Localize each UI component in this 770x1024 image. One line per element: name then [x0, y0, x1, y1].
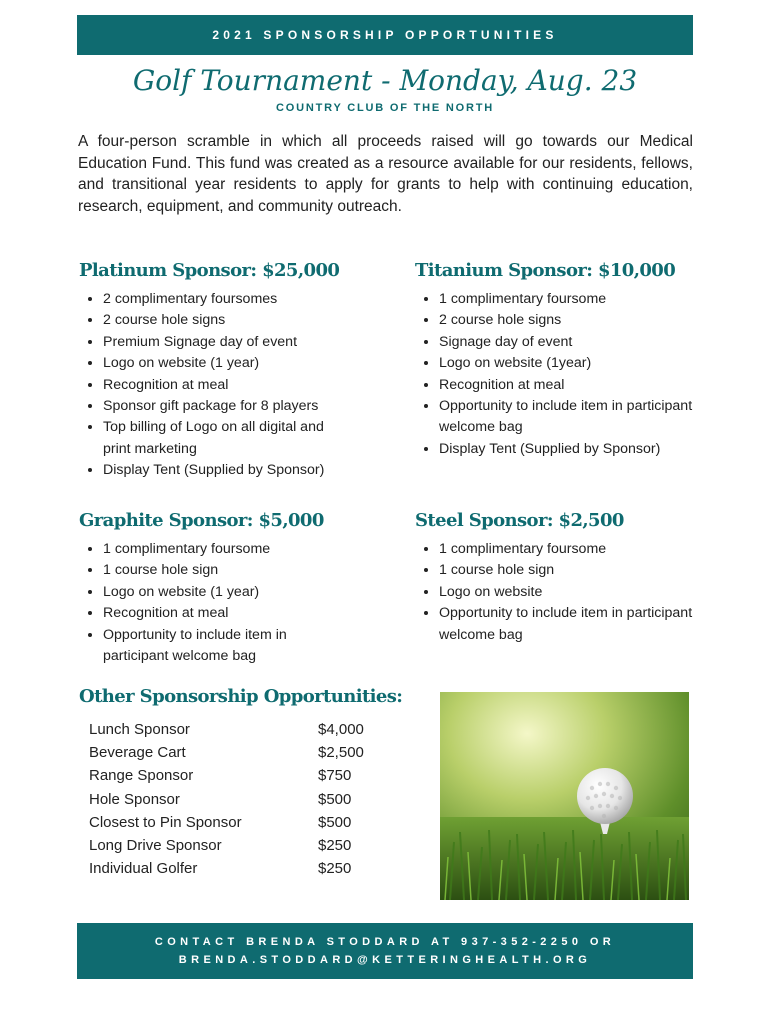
benefit-item: • Opportunity to include item in participant welcome bag [439, 603, 695, 646]
benefit-item: • 1 complimentary foursome [439, 289, 715, 310]
opportunity-row [89, 718, 398, 741]
benefit-item: • 2 course hole signs [439, 310, 715, 331]
benefit-item: • 1 course hole sign [439, 560, 695, 581]
benefit-item: • Logo on website [439, 582, 695, 603]
benefit-list [415, 289, 715, 460]
opportunity-name: Long Drive Sponsor [89, 836, 222, 854]
benefit-list [79, 539, 351, 667]
opportunity-row [89, 857, 398, 880]
benefit-item: • Logo on website (1 year) [103, 582, 351, 603]
opportunity-price: $4,000 [318, 721, 364, 738]
event-title: Golf Tournament - Monday, Aug. 23 [132, 64, 638, 97]
benefit-item: • Logo on website (1year) [439, 353, 715, 374]
benefit-item: • 1 complimentary foursome [439, 539, 695, 560]
benefit-item: • Opportunity to include item in participant welcome bag [103, 625, 351, 668]
opportunity-name: Individual Golfer [89, 860, 198, 878]
platinum-tier [79, 260, 351, 482]
opportunity-price: $500 [318, 813, 352, 831]
opportunity-row [89, 741, 398, 764]
opportunity-row [89, 788, 398, 811]
benefit-item: • Sponsor gift package for 8 players [103, 396, 351, 417]
benefit-item: • Display Tent (Supplied by Sponsor) [103, 460, 351, 481]
golf-ball-photo [440, 692, 689, 900]
opportunity-row [89, 764, 398, 787]
event-venue: COUNTRY CLUB OF THE NORTH [276, 102, 494, 114]
benefit-item: • 1 complimentary foursome [103, 539, 351, 560]
contact-banner [77, 923, 693, 979]
opportunity-price: $250 [318, 836, 352, 854]
opportunity-name: Hole Sponsor [89, 790, 180, 808]
tier-title: Steel Sponsor: $2,500 [415, 510, 624, 531]
benefit-list [415, 539, 695, 646]
opportunity-row [89, 834, 398, 857]
contact-line-1: CONTACT BRENDA STODDARD AT 937-352-2250 OR [154, 936, 616, 948]
other-opportunities-table [89, 718, 398, 880]
benefit-item: • Premium Signage day of event [103, 332, 351, 353]
benefit-item: • Opportunity to include item in participant welcome bag [439, 396, 715, 439]
benefit-item: • Signage day of event [439, 332, 715, 353]
tier-title: Platinum Sponsor: $25,000 [79, 260, 340, 281]
opportunity-price: $250 [318, 860, 352, 878]
titanium-tier [415, 260, 715, 460]
other-opportunities-title: Other Sponsorship Opportunities: [79, 686, 403, 707]
benefit-item: • 2 complimentary foursomes [103, 289, 351, 310]
benefit-item: • Recognition at meal [439, 375, 715, 396]
opportunity-price: $750 [318, 767, 352, 785]
header-banner [77, 15, 693, 55]
benefit-item: • Display Tent (Supplied by Sponsor) [439, 439, 715, 460]
benefit-item: • 2 course hole signs [103, 310, 351, 331]
opportunity-name: Range Sponsor [89, 767, 194, 785]
steel-tier [415, 510, 695, 646]
benefit-item: • Logo on website (1 year) [103, 353, 351, 374]
tier-title: Graphite Sponsor: $5,000 [79, 510, 324, 531]
opportunity-price: $2,500 [318, 744, 364, 762]
benefit-item: • Top billing of Logo on all digital and print marketing [103, 417, 351, 460]
benefit-item: • Recognition at meal [103, 603, 351, 624]
event-description: A four-person scramble in which all proceeds raised will go towards our Medical Education Fund. This fund was created as a resource available for our residents, fellows, and transitional year residents to apply for grants to help with continuing education, research, equipment, and community outreach. [78, 133, 693, 215]
benefit-item: • 1 course hole sign [103, 560, 351, 581]
benefit-list [79, 289, 351, 482]
opportunity-name: Lunch Sponsor [89, 721, 190, 738]
header-banner-text: 2021 SPONSORSHIP OPPORTUNITIES [212, 28, 558, 42]
opportunity-name: Closest to Pin Sponsor [89, 813, 242, 831]
graphite-tier [79, 510, 351, 667]
opportunity-price: $500 [318, 790, 352, 808]
contact-email: BRENDA.STODDARD@KETTERINGHEALTH.ORG [178, 954, 592, 966]
opportunity-name: Beverage Cart [89, 744, 186, 762]
opportunity-row [89, 811, 398, 834]
benefit-item: • Recognition at meal [103, 375, 351, 396]
tier-title: Titanium Sponsor: $10,000 [415, 260, 676, 281]
